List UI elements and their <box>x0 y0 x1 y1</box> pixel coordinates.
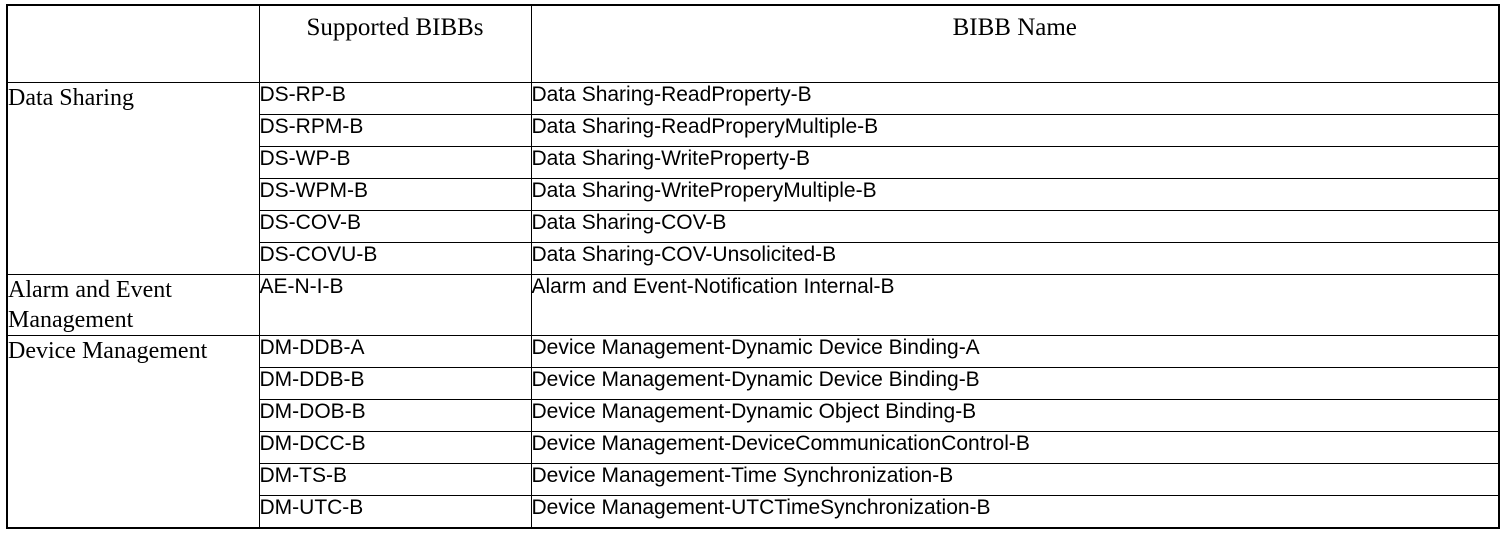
bibb-code: DM-DCC-B <box>259 432 531 464</box>
header-name-label: BIBB Name <box>952 14 1077 41</box>
table-header-row <box>7 5 1499 83</box>
bibb-code: DS-COVU-B <box>259 243 531 275</box>
bibb-code: DM-DOB-B <box>259 400 531 432</box>
group-label: Device Management <box>8 338 208 364</box>
supported-bibbs-table <box>6 4 1500 529</box>
bibb-name: Alarm and Event-Notification Internal-B <box>531 275 1499 336</box>
bibb-name: Device Management-Dynamic Object Binding-B <box>531 400 1499 432</box>
header-bibb-label: Supported BIBBs <box>306 14 484 41</box>
header-cell-bibb <box>259 5 531 83</box>
bibb-name: Data Sharing-COV-Unsolicited-B <box>531 243 1499 275</box>
table-row <box>7 275 1499 336</box>
group-label: Data Sharing <box>8 85 134 111</box>
bibb-code: DS-WPM-B <box>259 179 531 211</box>
bibb-code: DS-WP-B <box>259 147 531 179</box>
bibb-name: Device Management-Dynamic Device Binding-B <box>531 368 1499 400</box>
group-cell-device-management <box>7 336 259 529</box>
bibb-code: AE-N-I-B <box>259 275 531 336</box>
group-cell-alarm-event-management <box>7 275 259 336</box>
table-row <box>7 83 1499 115</box>
bibb-code: DS-COV-B <box>259 211 531 243</box>
bibb-name: Device Management-Dynamic Device Binding-A <box>531 336 1499 368</box>
bibb-code: DS-RP-B <box>259 83 531 115</box>
bibb-name: Data Sharing-WriteProperty-B <box>531 147 1499 179</box>
group-cell-data-sharing <box>7 83 259 275</box>
bibb-name: Device Management-UTCTimeSynchronization-B <box>531 496 1499 529</box>
table-row <box>7 336 1499 368</box>
bibb-name: Data Sharing-COV-B <box>531 211 1499 243</box>
header-cell-name <box>531 5 1499 83</box>
bibb-code: DM-DDB-A <box>259 336 531 368</box>
bibb-name: Data Sharing-WriteProperyMultiple-B <box>531 179 1499 211</box>
bibb-name: Data Sharing-ReadProperyMultiple-B <box>531 115 1499 147</box>
bibb-code: DM-TS-B <box>259 464 531 496</box>
bibb-name: Data Sharing-ReadProperty-B <box>531 83 1499 115</box>
header-group-label <box>8 6 259 13</box>
bibb-code: DM-DDB-B <box>259 368 531 400</box>
bibb-code: DS-RPM-B <box>259 115 531 147</box>
bibb-name: Device Management-Time Synchronization-B <box>531 464 1499 496</box>
header-cell-group <box>7 5 259 83</box>
bibb-code: DM-UTC-B <box>259 496 531 529</box>
bibb-name: Device Management-DeviceCommunicationControl-B <box>531 432 1499 464</box>
group-label: Alarm and Event Management <box>8 277 172 333</box>
